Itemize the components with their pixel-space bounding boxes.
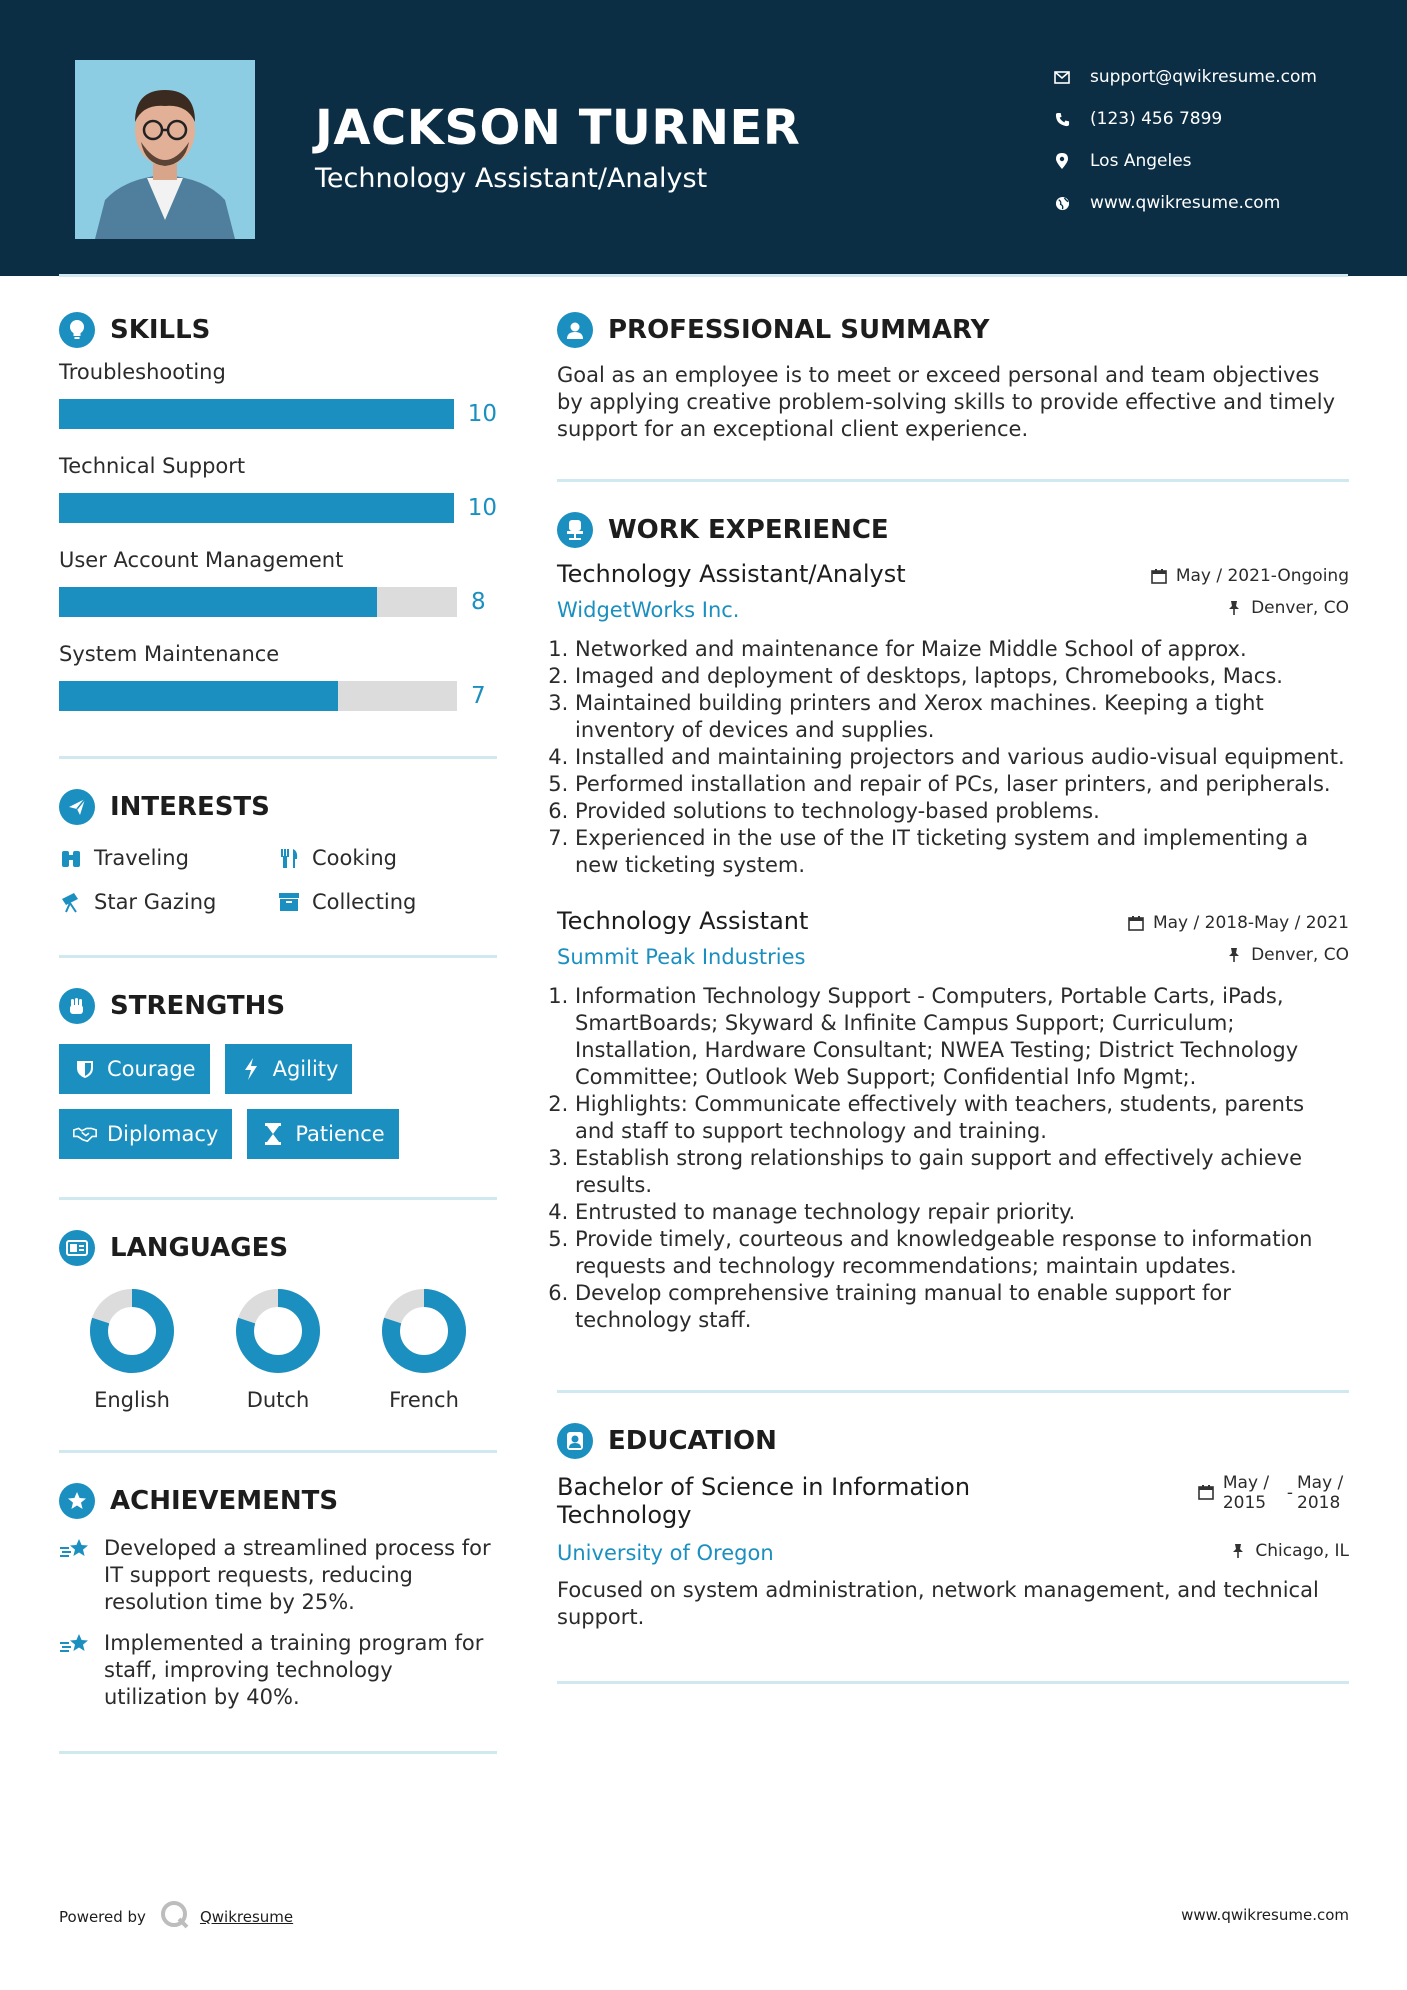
achievement-text: Implemented a training program for staff, improving technology utilization by 40%.: [104, 1631, 484, 1709]
fist-icon: [59, 988, 95, 1024]
envelope-icon: [1050, 67, 1074, 87]
language-donut: [381, 1288, 467, 1374]
telescope-icon: [59, 890, 83, 914]
archive-box-icon: [277, 890, 301, 914]
language-name: French: [389, 1388, 459, 1412]
footer-website[interactable]: www.qwikresume.com: [1181, 1906, 1349, 1924]
contact-list: [1050, 56, 1317, 224]
section-divider: [59, 955, 497, 958]
job-bullet: 3. Establish strong relationships to gain support and effectively achieve results.: [575, 1145, 1349, 1199]
skill-value: 10: [467, 495, 497, 521]
job-location-text: Denver, CO: [1251, 598, 1349, 618]
summary-title: PROFESSIONAL SUMMARY: [608, 315, 990, 345]
job-bullet: 4. Installed and maintaining projectors and various audio-visual equipment.: [575, 744, 1349, 771]
job-location: [1225, 945, 1349, 965]
job-bullet: 5. Performed installation and repair of PCs, laser printers, and peripherals.: [575, 771, 1349, 798]
summary-section: [557, 310, 1349, 443]
education-start: May / 2015: [1222, 1473, 1270, 1513]
job-bullet: 2. Highlights: Communicate effectively with teachers, students, parents and staff to support technology and training.: [575, 1091, 1349, 1145]
interest-item: [59, 843, 277, 873]
education-location-text: Chicago, IL: [1255, 1541, 1349, 1561]
skills-section: [59, 310, 497, 712]
job-title: Technology Assistant/Analyst: [557, 560, 906, 588]
language-donut: [235, 1288, 321, 1374]
job-entry: [557, 560, 1349, 879]
job-bullet: 2. Imaged and deployment of desktops, laptops, Chromebooks, Macs.: [575, 663, 1349, 690]
section-divider: [59, 1450, 497, 1453]
language-donut: [89, 1288, 175, 1374]
section-divider: [557, 1390, 1349, 1393]
achievements-section: [59, 1481, 497, 1711]
skill-name: System Maintenance: [59, 642, 280, 666]
skill-value: 10: [467, 401, 497, 427]
language-item: [351, 1288, 497, 1412]
interest-item: [59, 887, 277, 917]
language-icon: [59, 1230, 95, 1266]
job-bullet: 1. Information Technology Support - Computers, Portable Carts, iPads, SmartBoards; Skyward & Infinite Campus Support; Curriculum; Installation, Hardware Consultant; NWEA Testing; District Technology Committee; Outlook Web Support; Confidential Info Mgmt;.: [575, 983, 1349, 1091]
phone-icon: [1050, 109, 1074, 129]
shooting-star-icon: [59, 1537, 93, 1616]
job-title: Technology Assistant: [557, 907, 809, 935]
skill-name: Technical Support: [59, 454, 246, 478]
handshake-icon: [73, 1122, 97, 1146]
binoculars-icon: [59, 846, 83, 870]
education-location: [1229, 1541, 1349, 1561]
powered-by-label: Powered by: [59, 1908, 146, 1926]
summary-text: Goal as an employee is to meet or exceed personal and team objectives by applying creative problem-solving skills to provide effective and timely support for an exceptional client experience.: [557, 363, 1335, 441]
languages-section: [59, 1228, 497, 1412]
education-dates: [1197, 1473, 1349, 1513]
job-dates: [1127, 913, 1349, 933]
resume-header: [0, 0, 1407, 276]
pushpin-icon: [1229, 1542, 1247, 1560]
experience-section: [557, 510, 1349, 1334]
job-bullet: 4. Entrusted to manage technology repair priority.: [575, 1199, 1349, 1226]
contact-location: [1050, 140, 1317, 182]
contact-location-text: Los Angeles: [1090, 151, 1192, 171]
skill-item: [59, 548, 497, 618]
interests-title: INTERESTS: [110, 792, 270, 822]
language-name: English: [94, 1388, 170, 1412]
right-column: [557, 310, 1349, 1684]
skill-value: 7: [471, 683, 486, 709]
interest-label: Cooking: [312, 846, 397, 870]
interest-item: [277, 843, 495, 873]
chair-icon: [557, 512, 593, 548]
job-bullets: [557, 636, 1349, 879]
language-item: [59, 1288, 205, 1412]
language-item: [205, 1288, 351, 1412]
job-dates: [1150, 566, 1349, 586]
skills-title: SKILLS: [110, 315, 211, 345]
interest-item: [277, 887, 495, 917]
section-divider: [59, 1751, 497, 1754]
achievement-item: [59, 1535, 497, 1616]
candidate-role: Technology Assistant/Analyst: [315, 163, 708, 194]
job-bullet: 6. Provided solutions to technology-based problems.: [575, 798, 1349, 825]
company-name: Summit Peak Industries: [557, 945, 806, 969]
skill-item: [59, 454, 497, 524]
job-location-text: Denver, CO: [1251, 945, 1349, 965]
section-divider: [557, 479, 1349, 482]
shooting-star-icon: [59, 1632, 93, 1711]
job-bullet: 7. Experienced in the use of the IT ticketing system and implementing a new ticketing system.: [575, 825, 1349, 879]
job-bullets: [557, 983, 1349, 1334]
candidate-name: JACKSON TURNER: [315, 100, 801, 156]
job-bullet: 5. Provide timely, courteous and knowledgeable response to information requests and technology recommendations; maintain updates.: [575, 1226, 1349, 1280]
achievements-title: ACHIEVEMENTS: [110, 1486, 339, 1516]
strength-badge: [59, 1044, 210, 1094]
education-end: May / 2018: [1297, 1473, 1344, 1513]
calendar-icon: [1197, 1483, 1215, 1501]
strength-badge: [59, 1109, 232, 1159]
skill-item: [59, 360, 497, 430]
contact-website[interactable]: [1050, 182, 1317, 224]
education-description: Focused on system administration, network management, and technical support.: [557, 1578, 1319, 1629]
achievement-item: [59, 1630, 497, 1711]
company-name: WidgetWorks Inc.: [557, 598, 740, 622]
lightbulb-icon: [59, 312, 95, 348]
strength-badge: [247, 1109, 398, 1159]
skill-bar: [59, 681, 457, 711]
star-badge-icon: [59, 1483, 95, 1519]
contact-email[interactable]: [1050, 56, 1317, 98]
language-name: Dutch: [246, 1388, 310, 1412]
cutlery-icon: [277, 846, 301, 870]
experience-title: WORK EXPERIENCE: [608, 515, 889, 545]
graduate-icon: [557, 1423, 593, 1459]
skill-name: User Account Management: [59, 548, 344, 572]
qwikresume-logo-icon: [160, 1900, 190, 1934]
shield-icon: [73, 1057, 97, 1081]
job-bullet: 1. Networked and maintenance for Maize Middle School of approx.: [575, 636, 1349, 663]
footer-branding: [59, 1900, 293, 1934]
contact-phone[interactable]: [1050, 98, 1317, 140]
paper-plane-icon: [59, 789, 95, 825]
job-entry: [557, 907, 1349, 1334]
job-location: [1225, 598, 1349, 618]
strengths-title: STRENGTHS: [110, 991, 286, 1021]
strength-label: Diplomacy: [107, 1122, 219, 1146]
skill-value: 8: [471, 589, 486, 615]
section-divider: [59, 756, 497, 759]
qwikresume-link[interactable]: Qwikresume: [199, 1908, 294, 1926]
education-section: [557, 1421, 1349, 1631]
calendar-icon: [1150, 567, 1168, 585]
map-pin-icon: [1050, 151, 1074, 171]
languages-title: LANGUAGES: [110, 1233, 289, 1263]
hourglass-icon: [261, 1122, 285, 1146]
skill-name: Troubleshooting: [59, 360, 226, 384]
pushpin-icon: [1225, 946, 1243, 964]
skill-bar: [59, 493, 454, 523]
skill-bar: [59, 399, 454, 429]
strength-label: Agility: [272, 1057, 339, 1081]
interest-label: Star Gazing: [94, 890, 217, 914]
strength-badge: [225, 1044, 353, 1094]
strength-label: Patience: [295, 1122, 385, 1146]
job-dates-text: May / 2018-May / 2021: [1152, 913, 1349, 933]
contact-website-text: www.qwikresume.com: [1090, 193, 1281, 213]
section-divider: [59, 1197, 497, 1200]
job-bullet: 3. Maintained building printers and Xerox machines. Keeping a tight inventory of devices and supplies.: [575, 690, 1349, 744]
interest-label: Traveling: [94, 846, 189, 870]
header-divider: [59, 274, 1348, 277]
strengths-section: [59, 986, 497, 1159]
calendar-icon: [1127, 914, 1145, 932]
left-column: [59, 310, 497, 1754]
contact-email-text: support@qwikresume.com: [1090, 67, 1317, 87]
profile-photo: [75, 60, 255, 239]
user-icon: [557, 312, 593, 348]
interests-section: [59, 787, 497, 917]
contact-phone-text: (123) 456 7899: [1090, 109, 1223, 129]
degree-title: Bachelor of Science in Information Technology: [557, 1473, 971, 1529]
section-divider: [557, 1681, 1349, 1684]
interest-label: Collecting: [312, 890, 417, 914]
lightning-icon: [239, 1057, 263, 1081]
job-dates-text: May / 2021-Ongoing: [1175, 566, 1349, 586]
education-title: EDUCATION: [608, 1426, 777, 1456]
skill-item: [59, 642, 497, 712]
date-separator: -: [1286, 1483, 1293, 1503]
school-name: University of Oregon: [557, 1541, 774, 1565]
globe-icon: [1050, 193, 1074, 213]
skill-bar: [59, 587, 457, 617]
strength-label: Courage: [107, 1057, 196, 1081]
job-bullet: 6. Develop comprehensive training manual to enable support for technology staff.: [575, 1280, 1349, 1334]
pushpin-icon: [1225, 599, 1243, 617]
achievement-text: Developed a streamlined process for IT support requests, reducing resolution time by 25%.: [104, 1536, 491, 1614]
